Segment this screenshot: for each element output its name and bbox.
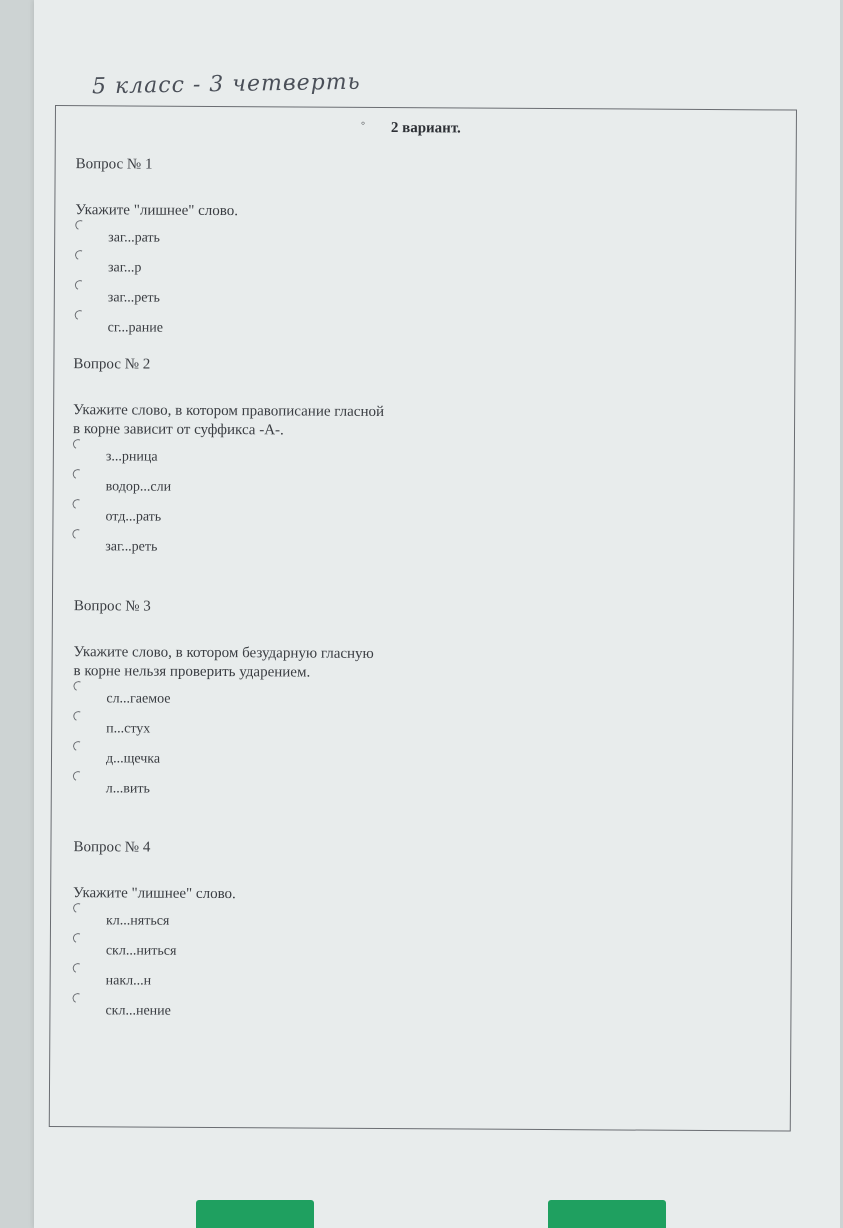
question-text: Укажите "лишнее" слово. — [75, 202, 239, 220]
option-label: кл...няться — [105, 913, 170, 929]
option-label: заг...рать — [108, 230, 161, 246]
option-label: сг...рание — [107, 320, 163, 336]
radio-icon: ◦ — [360, 115, 366, 130]
answer-option[interactable] — [75, 314, 238, 345]
answer-option[interactable] — [73, 775, 373, 807]
question-2 — [72, 356, 384, 565]
option-label: п...стух — [106, 721, 151, 737]
green-clip-right — [548, 1200, 666, 1228]
radio-button[interactable] — [72, 902, 85, 915]
question-text: Укажите слово, в котором безударную гласную в корне нельзя проверить ударением. — [73, 644, 374, 681]
question-title: Вопрос № 2 — [73, 356, 151, 373]
answer-option[interactable] — [73, 745, 373, 777]
radio-button[interactable] — [72, 438, 85, 451]
answer-option[interactable] — [73, 443, 384, 475]
option-label: з...рница — [105, 449, 158, 465]
question-text: Укажите "лишнее" слово. — [73, 885, 236, 903]
option-label: скл...нение — [105, 1003, 171, 1019]
answer-option[interactable] — [72, 503, 383, 535]
handwritten-note: 5 класс - 3 четверть — [91, 69, 361, 100]
answer-option[interactable] — [75, 254, 238, 285]
option-label: накл...н — [105, 973, 152, 989]
answer-option[interactable] — [75, 284, 238, 315]
option-label: заг...реть — [107, 290, 160, 306]
option-label: заг...р — [107, 260, 142, 276]
test-frame — [49, 105, 797, 1132]
question-title: Вопрос № 3 — [73, 598, 151, 615]
variant-title: 2 вариант. — [390, 120, 461, 137]
green-clip-left — [196, 1200, 314, 1228]
answer-option[interactable] — [75, 224, 238, 255]
question-text: Укажите слово, в котором правописание гласной в корне зависит от суффикса -А-. — [72, 402, 385, 439]
answer-option[interactable] — [73, 715, 373, 747]
answer-option[interactable] — [73, 685, 373, 717]
answer-option[interactable] — [73, 937, 236, 968]
question-4 — [72, 839, 236, 1028]
option-label: отд...рать — [105, 509, 162, 525]
option-label: скл...ниться — [105, 943, 177, 959]
question-title: Вопрос № 1 — [75, 156, 153, 173]
answer-option[interactable] — [72, 997, 235, 1028]
option-label: водор...сли — [105, 479, 172, 495]
option-label: л...вить — [105, 781, 150, 797]
answer-option[interactable] — [73, 907, 236, 938]
answer-option[interactable] — [72, 533, 383, 565]
radio-button[interactable] — [72, 680, 85, 693]
option-label: д...щечка — [105, 751, 161, 767]
radio-button[interactable] — [74, 219, 87, 232]
answer-option[interactable] — [73, 967, 236, 998]
question-3 — [73, 598, 374, 807]
question-1 — [75, 156, 239, 345]
option-label: сл...гаемое — [106, 691, 171, 707]
question-title: Вопрос № 4 — [73, 839, 151, 856]
option-label: заг...реть — [105, 539, 158, 555]
answer-option[interactable] — [73, 473, 384, 505]
